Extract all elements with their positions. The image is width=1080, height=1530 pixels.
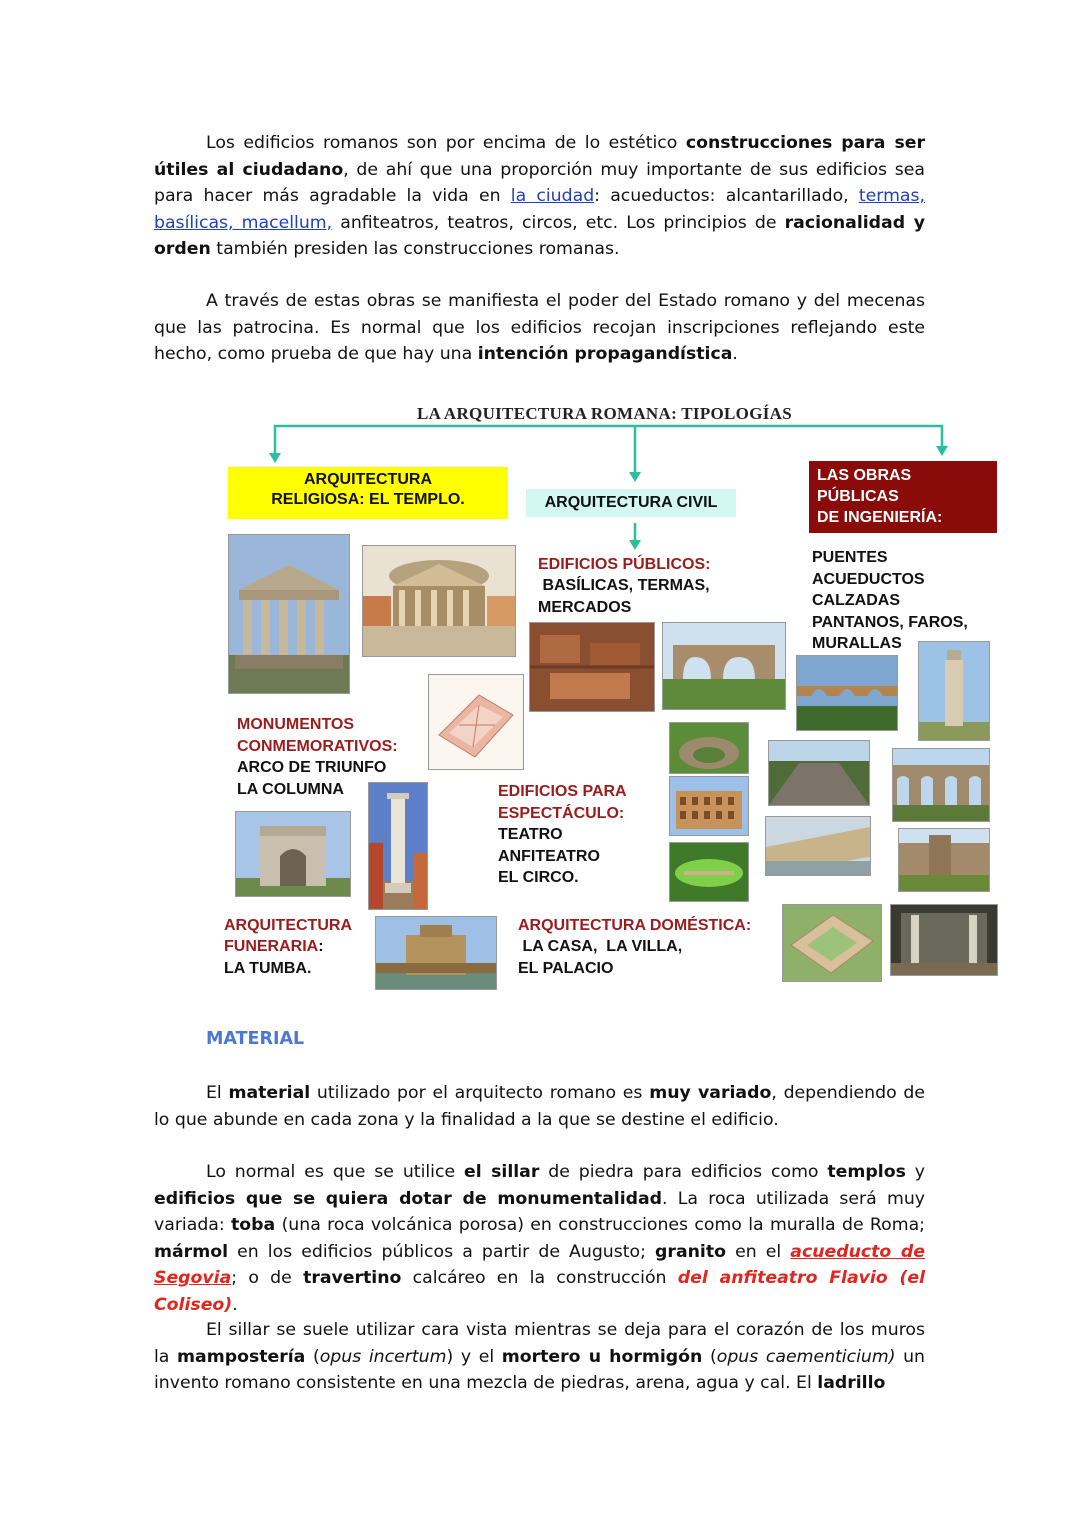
p4-text-7: en el — [725, 1241, 791, 1262]
section-title-material: MATERIAL — [206, 1029, 305, 1049]
theatre-photo — [669, 722, 749, 774]
monumentos-list: ARCO DE TRIUNFO LA COLUMNA — [237, 759, 387, 798]
p3-text-1: El — [206, 1083, 229, 1103]
arrow-down-right — [936, 446, 948, 456]
aqueduct-photo — [892, 748, 990, 822]
p5-text-4: ( — [702, 1346, 717, 1367]
domus-interior-photo — [890, 904, 998, 976]
p4-text-1: Lo normal es que se utilice — [206, 1162, 465, 1182]
arrow-down-civil — [629, 540, 641, 550]
paragraph-4 — [154, 1159, 925, 1318]
p2-bold-1: intención propagandística — [477, 344, 733, 364]
p4-bold-1: el sillar — [464, 1162, 540, 1182]
wall-photo — [898, 828, 990, 892]
roman-road-photo — [768, 740, 870, 806]
obras-label: LAS OBRAS PÚBLICAS DE INGENIERÍA: — [817, 467, 943, 526]
markets-aerial-photo — [529, 622, 655, 712]
dam-photo — [765, 816, 871, 876]
edificios-publicos-list: BASÍLICAS, TERMAS, MERCADOS — [538, 577, 710, 616]
domestica-heading: ARQUITECTURA DOMÉSTICA: — [518, 917, 752, 934]
connector-line — [275, 426, 942, 456]
edificios-publicos-heading: EDIFICIOS PÚBLICOS: — [538, 556, 711, 573]
p5-bold-1: mampostería — [177, 1346, 306, 1367]
funeraria-list: LA TUMBA. — [224, 960, 312, 977]
lighthouse-photo — [918, 641, 990, 741]
p4-bold-3: edificios que se quiera dotar de monumentalidad — [154, 1188, 663, 1209]
p4-text-10: . — [232, 1294, 238, 1315]
anfiteatro-flavio-text: del anfiteatro Flavio (el Coliseo) — [154, 1268, 926, 1315]
p4-bold-7: travertino — [303, 1268, 402, 1288]
villa-plan-photo — [782, 904, 882, 982]
p4-text-4: . La roca utilizada será muy variada: — [154, 1188, 925, 1235]
p5-text-2: ( — [305, 1346, 320, 1367]
monumentos-heading: MONUMENTOS CONMEMORATIVOS: — [237, 716, 398, 755]
pantheon-photo — [362, 545, 516, 657]
p3-bold-1: material — [228, 1083, 311, 1103]
funeraria-colon: : — [318, 938, 324, 955]
colosseum-photo — [669, 776, 749, 836]
forum-ruins-photo — [662, 622, 786, 710]
triumphal-arch-photo — [235, 811, 351, 897]
box-obras-publicas — [809, 461, 997, 533]
funeraria-word: FUNERARIA — [224, 938, 319, 955]
p1-bold-2: racionalidad y orden — [154, 212, 925, 259]
arrow-down-left — [269, 453, 281, 463]
p1-text-1: Los edificios romanos son por encima de lo estético — [206, 133, 686, 153]
box-arquitectura-civil: ARQUITECTURA CIVIL — [526, 489, 736, 517]
p1-text-3: : acueductos: alcantarillado, — [594, 186, 859, 206]
p4-bold-2: templos — [827, 1162, 906, 1182]
arrow-down-center — [629, 472, 641, 482]
link-acueducto-de-segovia[interactable]: acueducto de Segovia — [154, 1241, 925, 1288]
p4-text-5: (una roca volcánica porosa) en construcciones como la muralla de Roma; — [275, 1215, 925, 1235]
p1-text-5: también presiden las construcciones romanas. — [210, 239, 620, 259]
p1-text-4: anfiteatros, teatros, circos, etc. Los principios de — [332, 212, 785, 233]
p3-text-2: utilizado por el arquitecto romano es — [310, 1083, 650, 1103]
p4-text-6: en los edificios públicos a partir de Augusto; — [228, 1241, 656, 1262]
funeraria-heading-2 — [224, 936, 324, 958]
domestica-list: LA CASA, LA VILLA, EL PALACIO — [518, 938, 683, 977]
p5-italic-1: opus incertum — [319, 1346, 447, 1367]
p4-text-2: de piedra para edificios como — [539, 1162, 828, 1182]
paragraph-5 — [154, 1317, 925, 1397]
paragraph-1 — [154, 130, 925, 263]
espectaculo-list: TEATRO ANFITEATRO EL CIRCO. — [498, 826, 600, 886]
tomb-photo — [375, 916, 497, 990]
p5-bold-3: ladrillo — [817, 1373, 886, 1393]
column-photo — [368, 782, 428, 910]
temple-photo — [228, 534, 350, 694]
link-termas-basilicas-macellum[interactable]: termas, basílicas, macellum, — [154, 186, 925, 233]
funeraria-heading-1: ARQUITECTURA — [224, 917, 352, 934]
obras-publicas-list: PUENTES ACUEDUCTOS CALZADAS PANTANOS, FAROS, MURALLAS — [812, 549, 968, 652]
religiosa-label: ARQUITECTURA RELIGIOSA: EL TEMPLO. — [271, 471, 465, 508]
p4-bold-5: mármol — [154, 1241, 228, 1262]
p4-bold-4: toba — [231, 1215, 276, 1235]
bridge-photo — [796, 655, 898, 731]
p5-text-1: El sillar se suele utilizar cara vista mientras se deja para el corazón de los muros la — [154, 1320, 925, 1367]
circus-photo — [669, 842, 749, 902]
p3-bold-2: muy variado — [649, 1083, 772, 1103]
p5-italic-2: opus caementicium) — [716, 1346, 896, 1367]
p4-bold-6: granito — [655, 1241, 726, 1262]
p5-bold-2: mortero u hormigón — [501, 1346, 703, 1367]
espectaculo-heading: EDIFICIOS PARA ESPECTÁCULO: — [498, 783, 627, 822]
p4-text-9: calcáreo en la construcción — [401, 1268, 678, 1288]
p2-text-1: A través de estas obras se manifiesta el poder del Estado romano y del mecenas que las patrocina. Es normal que los edificios recojan inscripciones reflejando este hecho, como prueba de que hay una — [154, 291, 925, 364]
tipologias-diagram — [222, 398, 1002, 998]
basilica-plan-illustration — [428, 674, 524, 770]
p2-text-2: . — [732, 344, 738, 364]
p1-text-2: , de ahí que una proporción muy importante de sus edificios sea para hacer más agradable la vida en — [154, 159, 925, 206]
paragraph-3 — [154, 1080, 925, 1133]
p3-text-3: , dependiendo de lo que abunde en cada zona y la finalidad a la que se destine el edificio. — [154, 1083, 926, 1130]
box-arquitectura-religiosa — [228, 467, 508, 519]
p5-text-3: ) y el — [446, 1346, 502, 1367]
p1-bold-1: construcciones para ser útiles al ciudadano — [154, 133, 925, 180]
p4-text-3: y — [905, 1162, 926, 1182]
diagram-title: LA ARQUITECTURA ROMANA: TIPOLOGÍAS — [417, 404, 792, 423]
p5-text-5: un invento romano consistente en una mezcla de piedras, arena, agua y cal. El — [154, 1346, 925, 1393]
paragraph-2 — [154, 288, 925, 368]
p4-text-8: ; o de — [231, 1268, 304, 1288]
link-la-ciudad[interactable]: la ciudad — [510, 186, 595, 206]
